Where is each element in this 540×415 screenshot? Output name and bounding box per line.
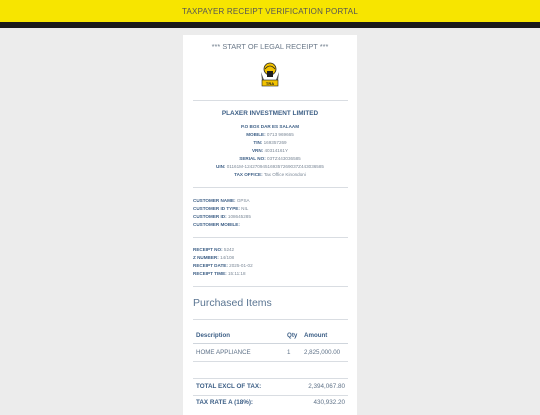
table-header-line [193, 343, 348, 344]
item-amount: 2,825,000.00 [304, 349, 341, 356]
customer-name: CUSTOMER NAME: GPSA [193, 198, 250, 203]
receipt-no: RECEIPT NO: 5242 [193, 247, 235, 252]
divider [193, 361, 348, 362]
total-excl-tax-value: 2,394,067.80 [308, 383, 345, 390]
customer-id: CUSTOMER ID: 108645285 [193, 214, 251, 219]
customer-id-type: CUSTOMER ID TYPE: NIL [193, 206, 249, 211]
company-serial: SERIAL NO: 03TZ443036585 [239, 156, 301, 161]
portal-header [0, 0, 540, 22]
company-address: P.O BOX DAR ES SALAAM [240, 124, 300, 129]
divider [193, 100, 348, 101]
company-tax-office: TAX OFFICE: Tax Office Kinondoni [234, 172, 306, 177]
portal-title: TAXPAYER RECEIPT VERIFICATION PORTAL [182, 7, 358, 16]
company-vrn: VRN: 40314161Y [251, 148, 289, 153]
company-tin: TIN: 169357269 [253, 140, 287, 145]
divider [193, 378, 348, 379]
total-excl-tax-label: TOTAL EXCL OF TAX: [196, 383, 262, 390]
receipt-card [183, 35, 357, 415]
divider [193, 395, 348, 396]
divider [193, 319, 348, 320]
company-mobile: MOBILE: 0713 969665 [246, 132, 294, 137]
customer-mobile: CUSTOMER MOBILE: [193, 222, 240, 227]
item-qty: 1 [287, 349, 291, 356]
receipt-time: RECEIPT TIME: 15:11:18 [193, 271, 246, 276]
company-name: PLAXER INVESTMENT LIMITED [221, 110, 319, 117]
column-description: Description [196, 332, 231, 339]
divider [193, 286, 348, 287]
tax-rate-value: 430,932.20 [313, 399, 345, 406]
divider [193, 187, 348, 188]
receipt-start-text: *** START OF LEGAL RECEIPT *** [211, 42, 329, 51]
logo-text: TRA [265, 81, 275, 86]
item-description: HOME APPLIANCE [196, 349, 251, 356]
z-number: Z NUMBER: 14/108 [193, 255, 235, 260]
company-uin: UIN: 01161M-124270945169357269037Z443036585 [216, 164, 324, 169]
tax-rate-label: TAX RATE A (18%): [196, 399, 254, 406]
purchased-items-title: Purchased Items [193, 297, 272, 309]
column-amount: Amount [304, 332, 328, 339]
receipt-date: RECEIPT DATE: 2025-01-02 [193, 263, 253, 268]
header-divider [0, 22, 540, 28]
tra-logo-icon [258, 60, 282, 88]
divider [193, 237, 348, 238]
column-qty: Qty [287, 332, 298, 339]
